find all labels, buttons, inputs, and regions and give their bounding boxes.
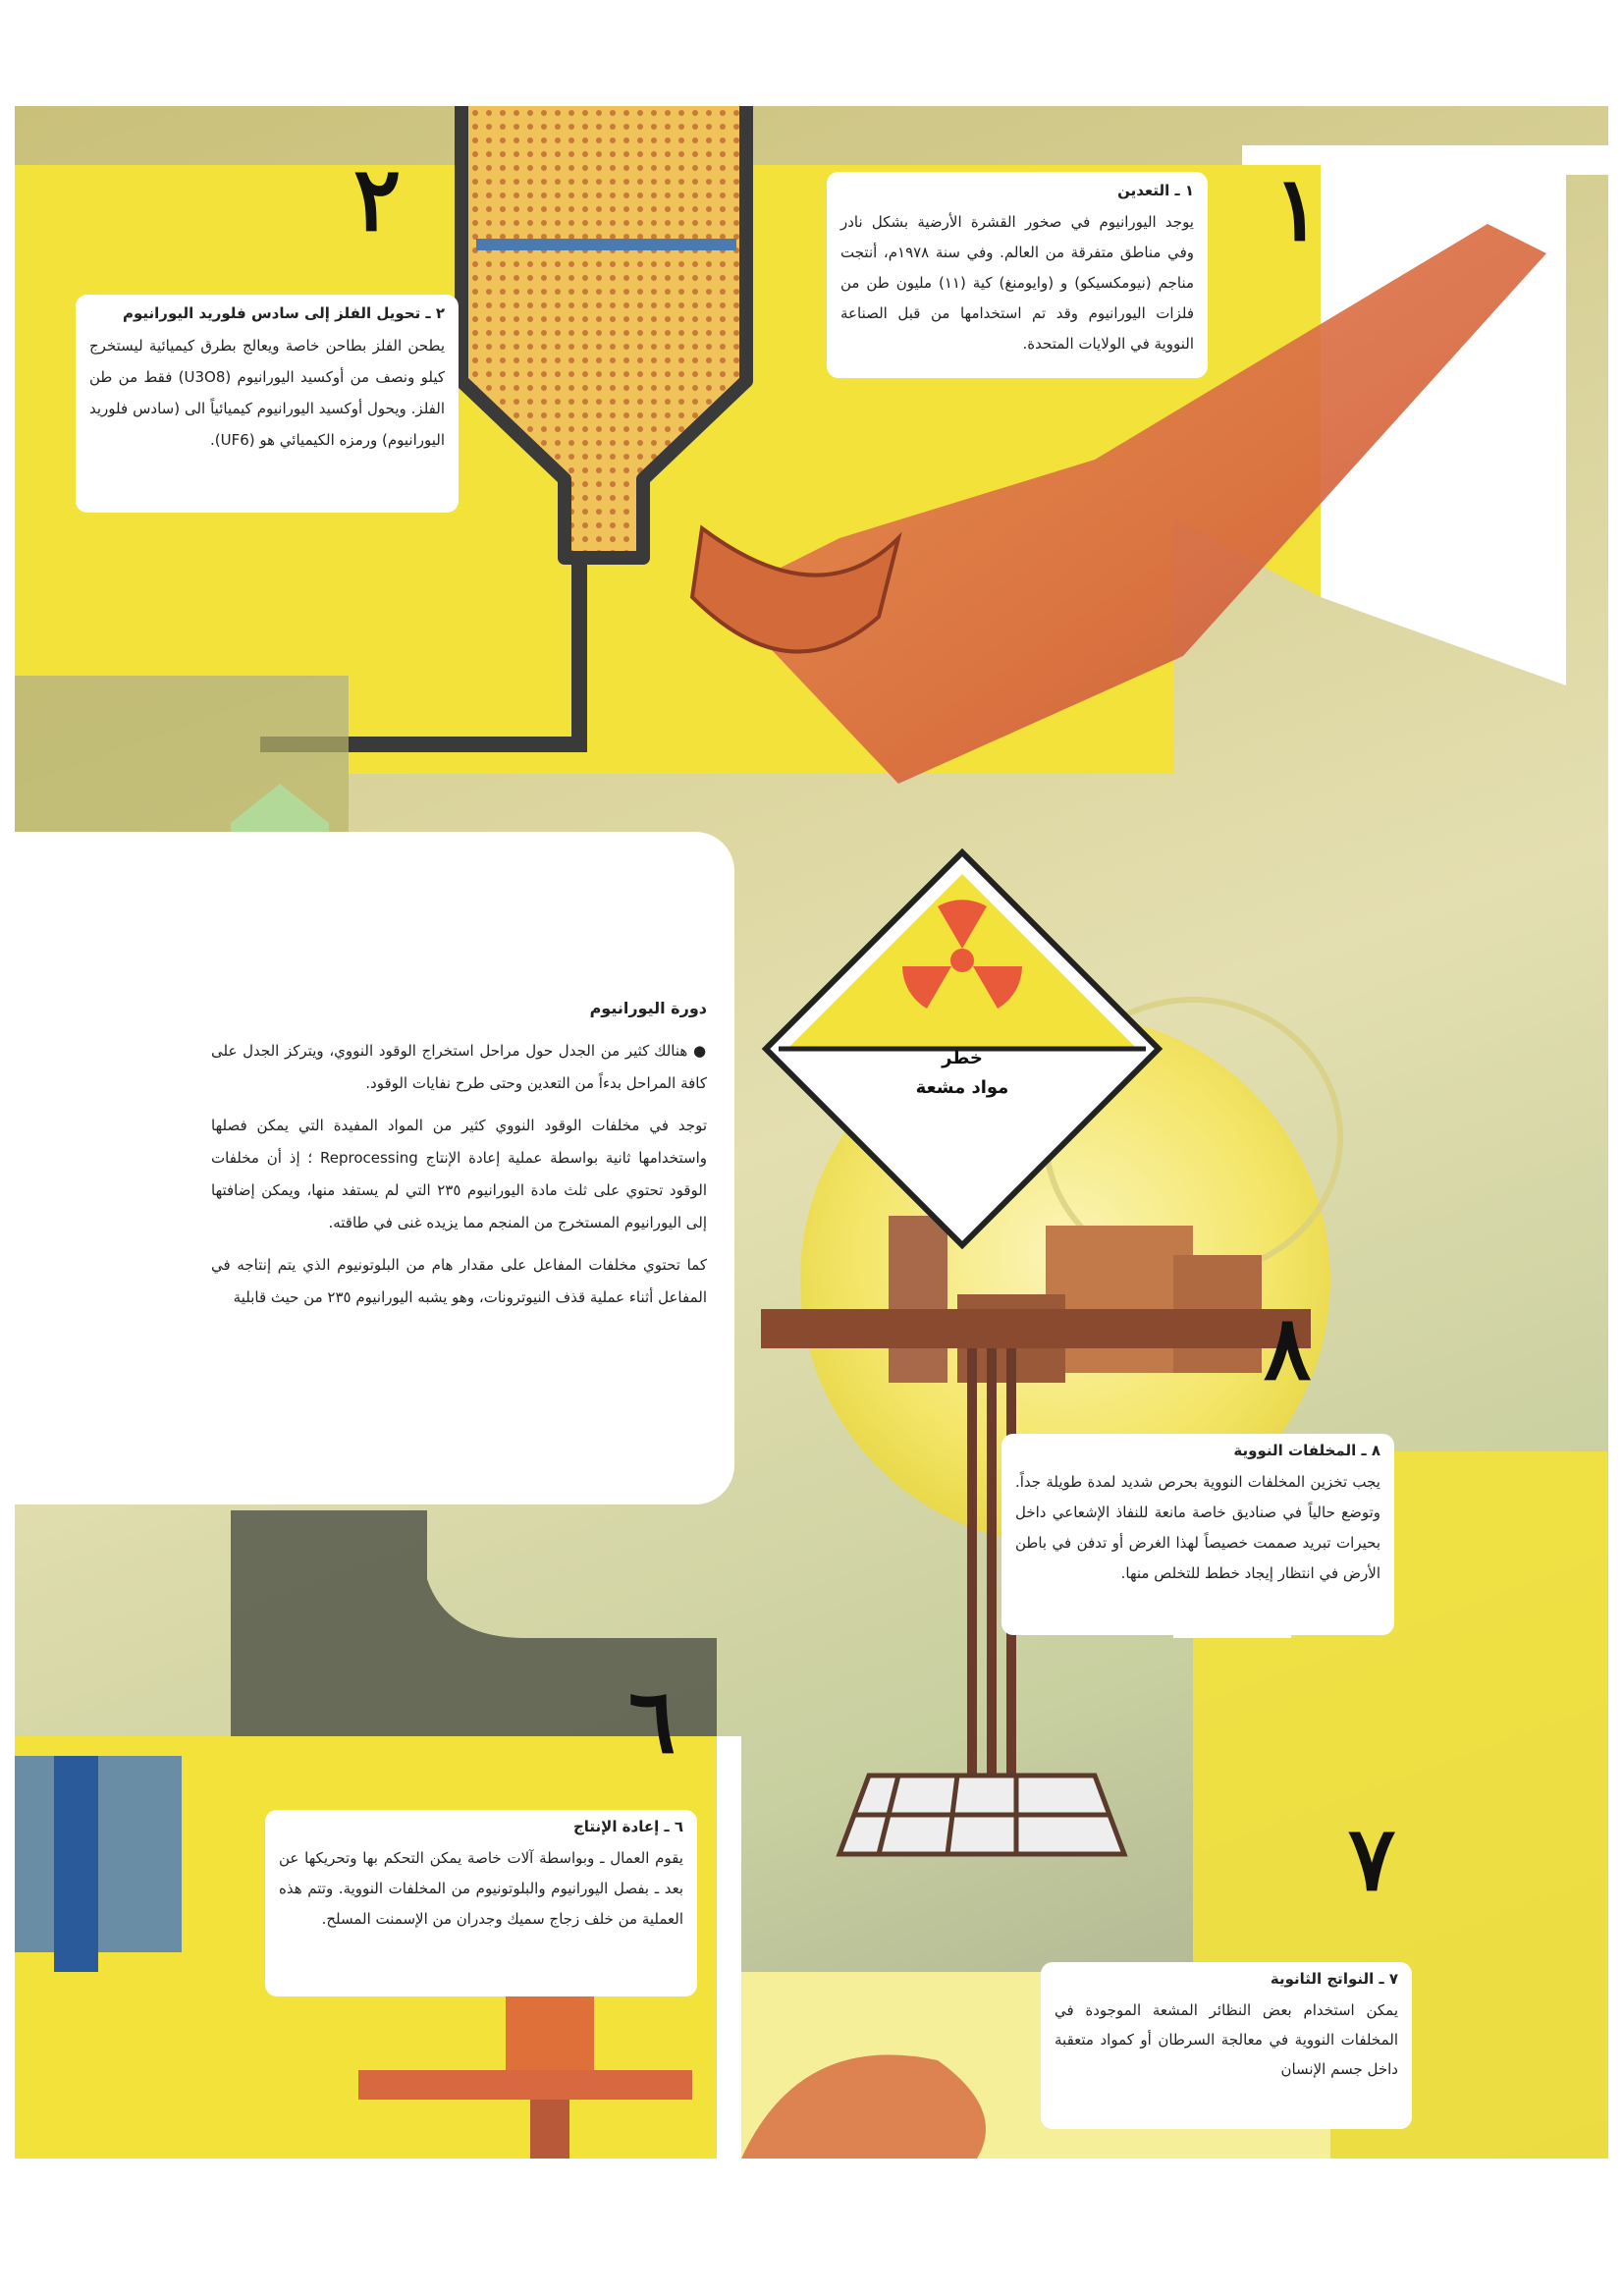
section-2-body: يطحن الفلز بطاحن خاصة ويعالج بطرق كيميائية ليستخرج كيلو ونصف من أوكسيد اليورانيوم (U3O8) فقط من طن الفلز. ويحول أوكسيد اليورانيوم كيميائياً الى (سادس فلوريد اليورانيوم) ورمزه الكيميائي هو (UF6).	[89, 337, 445, 449]
hazard-sign-text	[864, 1044, 1060, 1103]
cycle-paragraph-2: توجد في مخلفات الوقود النووي كثير من المواد المفيدة التي يمكن فصلها واستخدامها ثانية بواسطة عملية إعادة الإنتاج Reprocessing ؛ إذ أن مخلفات الوقود تحتوي على ثلث مادة اليورانيوم ٢٣٥ التي لم يستفد منها، ويمكن إضافتها إلى اليورانيوم المستخرج من المنجم مما يزيده غنى في طاقته.	[211, 1117, 707, 1231]
hopper-mesh	[476, 239, 736, 250]
section-8-title: ٨ ـ المخلفات النووية	[1233, 1442, 1380, 1459]
section-number-2: ٢	[353, 147, 402, 251]
section-6-box	[265, 1810, 697, 1996]
section-2-title: ٢ ـ تحويل الفلز إلى سادس فلوريد اليورانيوم	[123, 304, 445, 322]
section-7-box	[1041, 1962, 1412, 2129]
section-number-1: ١	[1273, 157, 1322, 261]
cycle-paragraph-1-text: هنالك كثير من الجدل حول مراحل استخراج الوقود النووي، ويتركز الجدل على كافة المراحل بدءاً من التعدين وحتى طرح نفايات الوقود.	[211, 1042, 707, 1092]
uranium-cycle-box	[15, 832, 734, 1504]
cycle-title: دورة اليورانيوم	[589, 999, 707, 1017]
blue-pipe	[54, 1756, 98, 1972]
section-number-8: ٨	[1264, 1296, 1312, 1400]
section-8-box	[1001, 1434, 1394, 1635]
section-1-body: يوجد اليورانيوم في صخور القشرة الأرضية بشكل نادر وفي مناطق متفرقة من العالم. وفي سنة ١٩٧٨م، أنتجت مناجم (نيومكسيكو) و (وايومنغ) كية (١١) مليون طن من فلزات اليورانيوم وقد تم استخدامها من قبل الصناعة النووية في الولايات المتحدة.	[840, 213, 1194, 353]
section-number-6: ٦	[628, 1669, 676, 1774]
section-7-body: يمكن استخدام بعض النظائر المشعة الموجودة في المخلفات النووية في معالجة السرطان أو كمواد متعقبة داخل جسم الإنسان	[1055, 2001, 1398, 2078]
cycle-paragraph-3: كما تحتوي مخلفات المفاعل على مقدار هام من البلوتونيوم الذي يتم إنتاجه في المفاعل أثناء عملية قذف النيوترونات، وهو يشبه اليورانيوم ٢٣٥ من حيث قابلية	[211, 1256, 707, 1306]
bullet-icon: ●	[687, 1042, 707, 1060]
section-6-body: يقوم العمال ـ وبواسطة آلات خاصة يمكن التحكم بها وتحريكها عن بعد ـ بفصل اليورانيوم والبلوتونيوم من المخلفات النووية. وتتم هذه العملية من خلف زجاج سميك وجدران من الإسمنت المسلح.	[279, 1849, 683, 1928]
bottom-white-divider	[717, 1736, 741, 2159]
hazard-word: خطر	[942, 1048, 983, 1068]
section-7-title: ٧ ـ النواتج الثانوية	[1270, 1970, 1398, 1988]
section-1-title: ١ ـ التعدين	[1117, 182, 1194, 199]
section-6-title: ٦ ـ إعادة الإنتاج	[572, 1818, 683, 1835]
section-8-body: يجب تخزين المخلفات النووية بحرص شديد لمدة طويلة جداً. وتوضع حالياً في صناديق خاصة مانعة للنفاذ الإشعاعي داخل بحيرات تبريد صممت خصيصاً لهذا الغرض أو تدفن في باطن الأرض في انتظار إيجاد خطط للتخلص منها.	[1015, 1473, 1380, 1582]
section-1-box	[827, 172, 1208, 378]
section-2-box	[76, 295, 459, 513]
cycle-paragraph-1	[211, 1035, 707, 1100]
storage-grid	[839, 1776, 1124, 1854]
hazard-subtitle: مواد مشعة	[915, 1077, 1009, 1098]
section-number-7: ٧	[1348, 1807, 1396, 1911]
